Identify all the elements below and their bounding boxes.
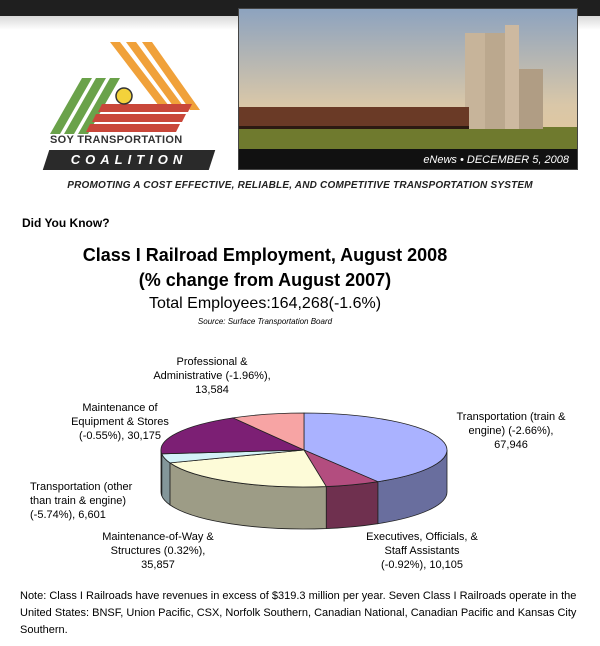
label-professional-line: 13,584 [195, 384, 229, 396]
label-transport-train [446, 410, 576, 452]
enews-date-caption: eNews • DECEMBER 5, 2008 [239, 151, 577, 169]
label-mow [88, 530, 228, 572]
chart-title: Class I Railroad Employment, August 2008 [82, 245, 448, 265]
label-transport-other [30, 480, 160, 522]
label-transport-other-line: than train & engine) [30, 495, 127, 507]
label-equipment-line: (-0.55%), 30,175 [79, 430, 161, 442]
label-transport-other-line: (-5.74%), 6,601 [30, 509, 106, 521]
brand-coalition-text: COALITION [70, 152, 188, 167]
pie-slice-side-4 [161, 450, 162, 496]
brand-name: SOY TRANSPORTATION [50, 134, 183, 146]
label-professional-line: Professional & [176, 356, 248, 368]
label-mow-line: Maintenance-of-Way & [102, 531, 214, 543]
chart-source: Source: Surface Transportation Board [197, 317, 333, 326]
tagline: PROMOTING A COST EFFECTIVE, RELIABLE, AND COMPETITIVE TRANSPORTATION SYSTEM [67, 180, 533, 191]
label-executives-line: Staff Assistants [384, 545, 460, 557]
label-executives-line: (-0.92%), 10,105 [381, 559, 463, 571]
chart-subtitle: Total Employees:164,268(-1.6%) [148, 295, 382, 312]
label-mow-line: Structures (0.32%), [110, 545, 206, 557]
label-transport-train-line: engine) (-2.66%), [468, 425, 554, 437]
label-equipment-line: Maintenance of [82, 402, 158, 414]
footnote: Note: Class I Railroads have revenues in excess of $319.3 million per year. Seven Class I Railroads operate in the United States: BNSF, Union Pacific, CSX, Norfolk Southern, Canadian National, Canadian Pacific and Kansas City Southern. [20, 590, 577, 636]
label-equipment [60, 401, 180, 443]
chart-title-line2: (% change from August 2007) [138, 270, 392, 290]
label-mow-line: 35,857 [141, 559, 175, 571]
label-executives-line: Executives, Officials, & [366, 531, 478, 543]
label-transport-train-line: 67,946 [494, 439, 528, 451]
section-heading: Did You Know? [22, 216, 110, 230]
pie-slice-side-1 [326, 482, 378, 529]
label-professional-line: Administrative (-1.96%), [153, 370, 271, 382]
label-transport-other-line: Transportation (other [30, 481, 133, 493]
label-transport-train-line: Transportation (train & [456, 411, 566, 423]
label-professional [142, 355, 282, 397]
label-equipment-line: Equipment & Stores [71, 416, 169, 428]
label-executives [352, 530, 492, 572]
